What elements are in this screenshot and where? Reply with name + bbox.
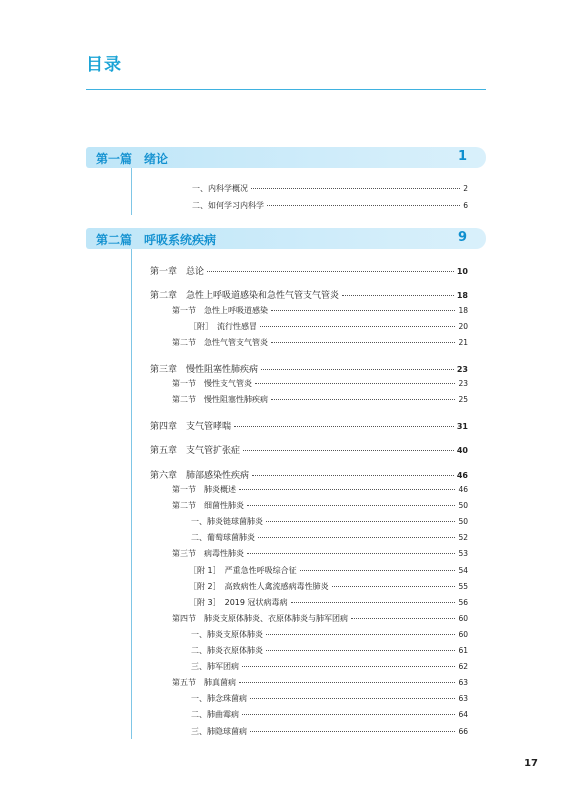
toc-entry[interactable] — [191, 726, 468, 737]
leader-dots — [342, 295, 454, 296]
toc-entry[interactable] — [189, 581, 468, 592]
leader-dots — [351, 618, 455, 619]
leader-dots — [258, 537, 455, 538]
toc-entry[interactable] — [191, 645, 468, 656]
leader-dots — [291, 602, 456, 603]
entry-page: 62 — [458, 662, 468, 671]
toc-entry[interactable] — [192, 200, 468, 211]
leader-dots — [260, 326, 455, 327]
toc-entry[interactable] — [150, 264, 468, 277]
toc-entry[interactable] — [150, 419, 468, 432]
title-rule — [86, 89, 486, 90]
part-page: 9 — [457, 230, 467, 245]
entry-title: 二、葡萄球菌肺炎 — [191, 533, 255, 542]
leader-dots — [247, 505, 455, 506]
entry-title: 第四节 肺炎支原体肺炎、衣原体肺炎与肺军团病 — [172, 614, 348, 623]
toc-entry[interactable] — [150, 443, 468, 456]
entry-title: 第二节 细菌性肺炎 — [172, 501, 244, 510]
toc-entry[interactable] — [172, 613, 468, 624]
leader-dots — [239, 489, 455, 490]
entry-page: 60 — [458, 614, 468, 623]
toc-entry[interactable] — [172, 484, 468, 495]
entry-page: 23 — [458, 379, 468, 388]
entry-page: 56 — [458, 598, 468, 607]
toc-entry[interactable] — [191, 516, 468, 527]
entry-page: 46 — [456, 471, 468, 480]
entry-title: 第六章 肺部感染性疾病 — [150, 471, 250, 481]
toc-entry[interactable] — [172, 394, 468, 405]
entry-page: 18 — [458, 306, 468, 315]
leader-dots — [242, 714, 455, 715]
toc-entry[interactable] — [172, 378, 468, 389]
leader-dots — [250, 731, 455, 732]
leader-dots — [234, 426, 454, 427]
entry-page: 50 — [458, 501, 468, 510]
toc-entry[interactable] — [172, 500, 468, 511]
entry-title: ［附］ 流行性感冒 — [189, 322, 257, 331]
entry-title: 第三节 病毒性肺炎 — [172, 549, 244, 558]
entry-title: ［附 1］ 严重急性呼吸综合征 — [189, 566, 297, 575]
entry-page: 50 — [458, 517, 468, 526]
entry-title: 三、肺隐球菌病 — [191, 727, 247, 736]
entry-page: 6 — [463, 201, 468, 210]
leader-dots — [207, 271, 454, 272]
part-band-2[interactable] — [86, 228, 486, 249]
entry-page: 21 — [458, 338, 468, 347]
entry-title: 第五章 支气管扩张症 — [150, 446, 241, 456]
entry-title: 第一节 肺炎概述 — [172, 485, 236, 494]
entry-page: 31 — [456, 422, 468, 431]
entry-title: 第一章 总论 — [150, 267, 205, 277]
entry-page: 46 — [458, 485, 468, 494]
entry-title: 三、肺军团病 — [191, 662, 239, 671]
part-page: 1 — [457, 149, 467, 164]
toc-entry[interactable] — [172, 548, 468, 559]
entry-title: 一、肺炎链球菌肺炎 — [191, 517, 263, 526]
leader-dots — [271, 399, 455, 400]
leader-dots — [255, 383, 455, 384]
leader-dots — [243, 450, 454, 451]
leader-dots — [300, 570, 456, 571]
toc-entry[interactable] — [191, 532, 468, 543]
entry-title: 二、肺炎衣原体肺炎 — [191, 646, 263, 655]
part-rule-1 — [131, 168, 132, 215]
leader-dots — [266, 634, 455, 635]
entry-title: 一、肺炎支原体肺炎 — [191, 630, 263, 639]
entry-page: 60 — [458, 630, 468, 639]
toc-entry[interactable] — [191, 629, 468, 640]
entry-page: 25 — [458, 395, 468, 404]
toc-entry[interactable] — [172, 677, 468, 688]
page-number: 17 — [524, 758, 538, 769]
entry-title: 一、内科学概况 — [192, 184, 248, 193]
leader-dots — [261, 369, 454, 370]
leader-dots — [271, 342, 455, 343]
entry-title: 第二节 急性气管支气管炎 — [172, 338, 268, 347]
entry-title: 第一节 急性上呼吸道感染 — [172, 306, 268, 315]
leader-dots — [252, 475, 454, 476]
entry-title: 第一节 慢性支气管炎 — [172, 379, 252, 388]
entry-title: 一、肺念珠菌病 — [191, 694, 247, 703]
toc-entry[interactable] — [172, 337, 468, 348]
entry-page: 64 — [458, 710, 468, 719]
entry-title: 第五节 肺真菌病 — [172, 678, 236, 687]
entry-page: 63 — [458, 694, 468, 703]
leader-dots — [251, 188, 460, 189]
entry-title: ［附 2］ 高致病性人禽流感病毒性肺炎 — [189, 582, 329, 591]
leader-dots — [266, 521, 455, 522]
entry-page: 10 — [456, 267, 468, 276]
part-rule-2 — [131, 249, 132, 739]
entry-title: 第二章 急性上呼吸道感染和急性气管支气管炎 — [150, 291, 340, 301]
toc-entry[interactable] — [189, 321, 468, 332]
part-band-1[interactable] — [86, 147, 486, 168]
entry-page: 2 — [463, 184, 468, 193]
toc-entry[interactable] — [150, 468, 468, 481]
entry-page: 53 — [458, 549, 468, 558]
entry-page: 55 — [458, 582, 468, 591]
entry-title: 第三章 慢性阻塞性肺疾病 — [150, 365, 259, 375]
leader-dots — [242, 666, 455, 667]
entry-title: 第四章 支气管哮喘 — [150, 422, 232, 432]
entry-page: 18 — [456, 291, 468, 300]
toc-title: 目录 — [86, 55, 122, 75]
entry-page: 63 — [458, 678, 468, 687]
entry-page: 54 — [458, 566, 468, 575]
entry-page: 23 — [456, 365, 468, 374]
leader-dots — [267, 205, 460, 206]
entry-title: 二、肺曲霉病 — [191, 710, 239, 719]
entry-title: 第二节 慢性阻塞性肺疾病 — [172, 395, 268, 404]
toc-entry[interactable] — [189, 597, 468, 608]
toc-entry[interactable] — [172, 305, 468, 316]
entry-title: ［附 3］ 2019 冠状病毒病 — [189, 598, 288, 607]
toc-entry[interactable] — [191, 661, 468, 672]
entry-page: 66 — [458, 727, 468, 736]
entry-page: 52 — [458, 533, 468, 542]
part-label: 第二篇 呼吸系统疾病 — [96, 233, 217, 247]
toc-entry[interactable] — [191, 693, 468, 704]
leader-dots — [332, 586, 456, 587]
toc-entry[interactable] — [189, 565, 468, 576]
leader-dots — [271, 310, 455, 311]
entry-page: 20 — [458, 322, 468, 331]
leader-dots — [239, 682, 455, 683]
toc-entry[interactable] — [150, 288, 468, 301]
leader-dots — [250, 698, 455, 699]
toc-entry[interactable] — [191, 709, 468, 720]
entry-page: 61 — [458, 646, 468, 655]
entry-title: 二、如何学习内科学 — [192, 201, 264, 210]
leader-dots — [247, 553, 455, 554]
toc-entry[interactable] — [150, 362, 468, 375]
toc-entry[interactable] — [192, 183, 468, 194]
leader-dots — [266, 650, 455, 651]
entry-page: 40 — [456, 446, 468, 455]
part-label: 第一篇 绪论 — [96, 152, 169, 166]
